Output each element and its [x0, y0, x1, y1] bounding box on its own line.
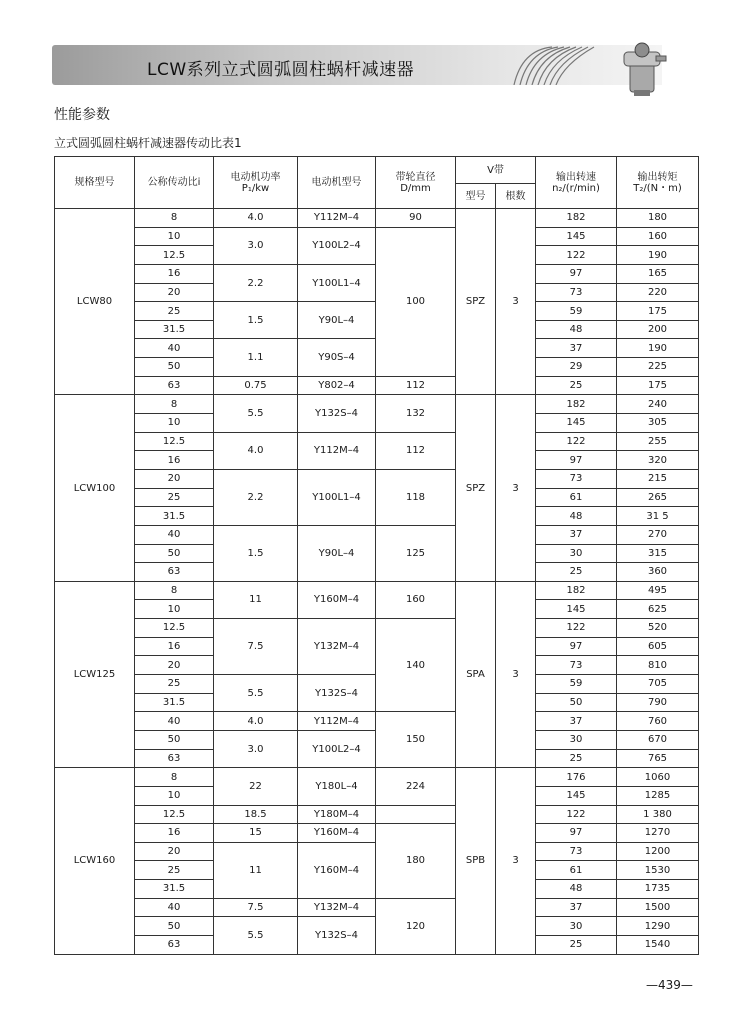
ratio-cell: 20 [135, 469, 214, 488]
torque-cell: 1285 [617, 786, 699, 805]
ratio-cell: 8 [135, 581, 214, 600]
col-header-pulley: 带轮直径 D/mm [376, 157, 456, 209]
torque-cell: 175 [617, 302, 699, 321]
ratio-cell: 16 [135, 824, 214, 843]
ratio-cell: 40 [135, 525, 214, 544]
motor-model-cell: Y90L–4 [298, 525, 376, 581]
torque-cell: 1270 [617, 824, 699, 843]
torque-cell: 320 [617, 451, 699, 470]
col-header-model: 规格型号 [55, 157, 135, 209]
ratio-cell: 50 [135, 544, 214, 563]
ratio-cell: 8 [135, 395, 214, 414]
pulley-diameter-cell [376, 805, 456, 824]
col-header-power: 电动机功率 P₁/kw [214, 157, 298, 209]
col-header-vbelt-count: 根数 [496, 184, 536, 209]
motor-model-cell: Y132S–4 [298, 917, 376, 954]
torque-cell: 175 [617, 376, 699, 395]
speed-cell: 61 [536, 488, 617, 507]
speed-cell: 25 [536, 749, 617, 768]
ratio-cell: 63 [135, 563, 214, 582]
torque-cell: 1540 [617, 935, 699, 954]
section-title: 性能参数 [54, 107, 110, 123]
pulley-diameter-cell: 132 [376, 395, 456, 432]
table-row [55, 209, 699, 228]
power-cell: 0.75 [214, 376, 298, 395]
motor-model-cell: Y90S–4 [298, 339, 376, 376]
torque-cell: 360 [617, 563, 699, 582]
ratio-cell: 10 [135, 600, 214, 619]
ratio-cell: 40 [135, 339, 214, 358]
torque-cell: 810 [617, 656, 699, 675]
model-cell: LCW80 [55, 209, 135, 395]
torque-cell: 705 [617, 675, 699, 694]
speed-cell: 182 [536, 395, 617, 414]
motor-model-cell: Y112M–4 [298, 209, 376, 228]
speed-cell: 182 [536, 209, 617, 228]
torque-cell: 1200 [617, 842, 699, 861]
pulley-diameter-cell: 100 [376, 227, 456, 376]
model-cell: LCW125 [55, 581, 135, 767]
ratio-cell: 50 [135, 730, 214, 749]
torque-cell: 495 [617, 581, 699, 600]
table-title: 立式圆弧圆柱蜗杆减速器传动比表1 [54, 136, 242, 150]
motor-model-cell: Y90L–4 [298, 302, 376, 339]
ratio-cell: 40 [135, 712, 214, 731]
table-body [55, 209, 699, 955]
belt-type-cell: SPB [456, 768, 496, 954]
speed-cell: 30 [536, 544, 617, 563]
page-number: —439— [646, 978, 693, 992]
table-row [55, 824, 699, 843]
pulley-diameter-cell: 112 [376, 376, 456, 395]
speed-cell: 25 [536, 376, 617, 395]
ratio-cell: 50 [135, 917, 214, 936]
col-header-vbelt: V带 [456, 157, 536, 184]
pulley-diameter-cell: 224 [376, 768, 456, 805]
pulley-diameter-cell: 90 [376, 209, 456, 228]
power-cell: 5.5 [214, 395, 298, 432]
belt-count-cell: 3 [496, 395, 536, 581]
ratio-cell: 63 [135, 749, 214, 768]
table-row [55, 469, 699, 488]
ratio-cell: 16 [135, 637, 214, 656]
header-title: LCW系列立式圆弧圆柱蜗杆减速器 [147, 60, 415, 80]
torque-cell: 180 [617, 209, 699, 228]
ratio-cell: 31.5 [135, 507, 214, 526]
torque-cell: 1 380 [617, 805, 699, 824]
torque-cell: 215 [617, 469, 699, 488]
torque-cell: 1530 [617, 861, 699, 880]
motor-model-cell: Y100L1–4 [298, 264, 376, 301]
speed-cell: 73 [536, 842, 617, 861]
speed-cell: 122 [536, 805, 617, 824]
ratio-cell: 20 [135, 842, 214, 861]
ratio-cell: 31.5 [135, 320, 214, 339]
motor-model-cell: Y100L2–4 [298, 227, 376, 264]
speed-cell: 145 [536, 414, 617, 433]
model-cell: LCW160 [55, 768, 135, 954]
col-header-motor: 电动机型号 [298, 157, 376, 209]
motor-model-cell: Y112M–4 [298, 432, 376, 469]
torque-cell: 165 [617, 264, 699, 283]
belt-count-cell: 3 [496, 581, 536, 767]
speed-cell: 29 [536, 358, 617, 377]
speed-cell: 37 [536, 898, 617, 917]
table-row [55, 805, 699, 824]
speed-cell: 97 [536, 824, 617, 843]
pulley-diameter-cell: 150 [376, 712, 456, 768]
speed-cell: 30 [536, 730, 617, 749]
speed-cell: 145 [536, 227, 617, 246]
power-cell: 3.0 [214, 227, 298, 264]
speed-cell: 122 [536, 246, 617, 265]
power-cell: 2.2 [214, 264, 298, 301]
speed-cell: 97 [536, 637, 617, 656]
table-row [55, 619, 699, 638]
pulley-diameter-cell: 112 [376, 432, 456, 469]
ratio-cell: 20 [135, 656, 214, 675]
belt-count-cell: 3 [496, 768, 536, 954]
speed-cell: 48 [536, 880, 617, 899]
power-cell: 18.5 [214, 805, 298, 824]
pulley-diameter-cell: 160 [376, 581, 456, 618]
speed-cell: 145 [536, 600, 617, 619]
power-cell: 1.1 [214, 339, 298, 376]
table-row [55, 395, 699, 414]
torque-cell: 160 [617, 227, 699, 246]
motor-model-cell: Y180M–4 [298, 805, 376, 824]
speed-cell: 176 [536, 768, 617, 787]
torque-cell: 790 [617, 693, 699, 712]
power-cell: 5.5 [214, 917, 298, 954]
speed-cell: 145 [536, 786, 617, 805]
motor-model-cell: Y132S–4 [298, 675, 376, 712]
power-cell: 5.5 [214, 675, 298, 712]
torque-cell: 255 [617, 432, 699, 451]
torque-cell: 520 [617, 619, 699, 638]
torque-cell: 265 [617, 488, 699, 507]
belt-type-cell: SPA [456, 581, 496, 767]
motor-model-cell: Y160M–4 [298, 824, 376, 843]
speed-cell: 59 [536, 675, 617, 694]
ratio-cell: 25 [135, 675, 214, 694]
motor-model-cell: Y100L2–4 [298, 730, 376, 767]
motor-model-cell: Y132M–4 [298, 619, 376, 675]
speed-cell: 73 [536, 469, 617, 488]
speed-cell: 30 [536, 917, 617, 936]
ratio-cell: 31.5 [135, 880, 214, 899]
col-header-speed: 输出转速 n₂/(r/min) [536, 157, 617, 209]
power-cell: 11 [214, 581, 298, 618]
ratio-cell: 12.5 [135, 805, 214, 824]
table-row [55, 768, 699, 787]
pulley-diameter-cell: 120 [376, 898, 456, 954]
ratio-cell: 31.5 [135, 693, 214, 712]
torque-cell: 190 [617, 246, 699, 265]
speed-cell: 73 [536, 283, 617, 302]
torque-cell: 200 [617, 320, 699, 339]
torque-cell: 220 [617, 283, 699, 302]
motor-model-cell: Y112M–4 [298, 712, 376, 731]
ratio-cell: 8 [135, 209, 214, 228]
ratio-cell: 10 [135, 414, 214, 433]
ratio-cell: 12.5 [135, 246, 214, 265]
torque-cell: 765 [617, 749, 699, 768]
power-cell: 15 [214, 824, 298, 843]
ratio-cell: 12.5 [135, 619, 214, 638]
ratio-cell: 63 [135, 935, 214, 954]
speed-cell: 59 [536, 302, 617, 321]
motor-model-cell: Y180L–4 [298, 768, 376, 805]
power-cell: 1.5 [214, 302, 298, 339]
ratio-cell: 50 [135, 358, 214, 377]
speed-cell: 182 [536, 581, 617, 600]
speed-cell: 97 [536, 451, 617, 470]
power-cell: 22 [214, 768, 298, 805]
ratio-cell: 25 [135, 302, 214, 321]
pulley-diameter-cell: 140 [376, 619, 456, 712]
col-header-ratio: 公称传动比i [135, 157, 214, 209]
col-header-vbelt-type: 型号 [456, 184, 496, 209]
torque-cell: 625 [617, 600, 699, 619]
table-row [55, 525, 699, 544]
torque-cell: 670 [617, 730, 699, 749]
table-row [55, 581, 699, 600]
gear-reducer-icon [612, 40, 672, 100]
belt-type-cell: SPZ [456, 209, 496, 395]
power-cell: 7.5 [214, 898, 298, 917]
table-row [55, 898, 699, 917]
speed-cell: 122 [536, 619, 617, 638]
power-cell: 7.5 [214, 619, 298, 675]
ratio-cell: 12.5 [135, 432, 214, 451]
ratio-cell: 8 [135, 768, 214, 787]
speed-cell: 48 [536, 507, 617, 526]
speed-cell: 48 [536, 320, 617, 339]
belt-count-cell: 3 [496, 209, 536, 395]
torque-cell: 1060 [617, 768, 699, 787]
power-cell: 4.0 [214, 209, 298, 228]
motor-model-cell: Y132M–4 [298, 898, 376, 917]
power-cell: 2.2 [214, 469, 298, 525]
model-cell: LCW100 [55, 395, 135, 581]
power-cell: 4.0 [214, 432, 298, 469]
motor-model-cell: Y100L1–4 [298, 469, 376, 525]
motor-model-cell: Y160M–4 [298, 842, 376, 898]
speed-cell: 25 [536, 935, 617, 954]
table-row [55, 712, 699, 731]
speed-cell: 122 [536, 432, 617, 451]
ratio-cell: 20 [135, 283, 214, 302]
ratio-cell: 16 [135, 451, 214, 470]
speed-cell: 37 [536, 712, 617, 731]
torque-cell: 1500 [617, 898, 699, 917]
torque-cell: 1290 [617, 917, 699, 936]
motor-model-cell: Y802–4 [298, 376, 376, 395]
belt-type-cell: SPZ [456, 395, 496, 581]
torque-cell: 305 [617, 414, 699, 433]
torque-cell: 31 5 [617, 507, 699, 526]
ratio-cell: 25 [135, 488, 214, 507]
ratio-table [54, 156, 699, 955]
motor-model-cell: Y160M–4 [298, 581, 376, 618]
torque-cell: 270 [617, 525, 699, 544]
power-cell: 1.5 [214, 525, 298, 581]
ratio-cell: 25 [135, 861, 214, 880]
torque-cell: 605 [617, 637, 699, 656]
ratio-cell: 40 [135, 898, 214, 917]
torque-cell: 315 [617, 544, 699, 563]
power-cell: 11 [214, 842, 298, 898]
pulley-diameter-cell: 180 [376, 824, 456, 899]
torque-cell: 190 [617, 339, 699, 358]
motor-model-cell: Y132S–4 [298, 395, 376, 432]
speed-cell: 97 [536, 264, 617, 283]
pulley-diameter-cell: 125 [376, 525, 456, 581]
speed-cell: 25 [536, 563, 617, 582]
speed-cell: 50 [536, 693, 617, 712]
ratio-cell: 10 [135, 786, 214, 805]
speed-cell: 73 [536, 656, 617, 675]
ratio-cell: 10 [135, 227, 214, 246]
power-cell: 4.0 [214, 712, 298, 731]
ratio-cell: 63 [135, 376, 214, 395]
ratio-cell: 16 [135, 264, 214, 283]
col-header-torque: 输出转矩 T₂/(N・m) [617, 157, 699, 209]
table-row [55, 376, 699, 395]
torque-cell: 760 [617, 712, 699, 731]
torque-cell: 1735 [617, 880, 699, 899]
table-row [55, 227, 699, 246]
power-cell: 3.0 [214, 730, 298, 767]
speed-cell: 61 [536, 861, 617, 880]
pulley-diameter-cell: 118 [376, 469, 456, 525]
speed-cell: 37 [536, 339, 617, 358]
speed-cell: 37 [536, 525, 617, 544]
table-row [55, 432, 699, 451]
torque-cell: 240 [617, 395, 699, 414]
torque-cell: 225 [617, 358, 699, 377]
